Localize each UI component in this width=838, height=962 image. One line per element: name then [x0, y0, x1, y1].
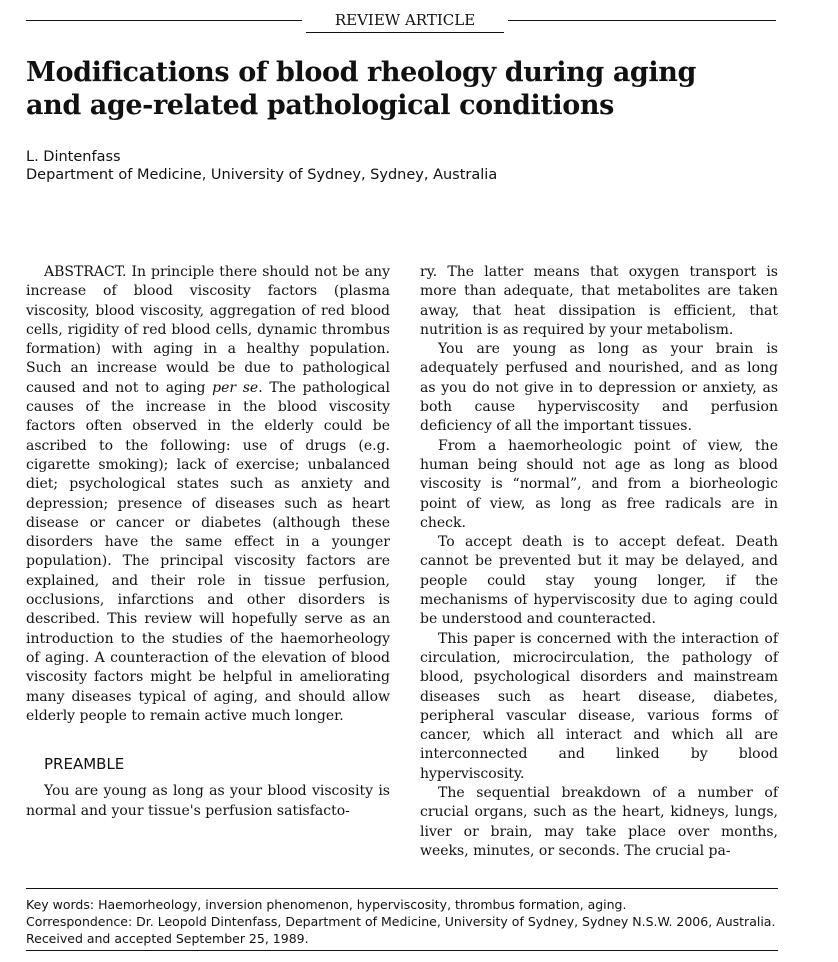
abstract-paragraph [26, 263, 390, 726]
keywords-label: Key words: [26, 897, 95, 912]
title-line-2: and age-related pathological conditions [26, 90, 614, 121]
keywords-text: Haemorheology, inversion phenomenon, hyperviscosity, thrombus formation, aging. [94, 897, 627, 912]
abstract-emphasis: per se [212, 379, 259, 396]
preamble-paragraph-6: The sequential breakdown of a number of crucial organs, such as the heart, kidneys, lungs, liver or brain, may take place over months, weeks, minutes, or seconds. The crucial pa- [420, 785, 778, 859]
preamble-paragraph-1-end: ry. The latter means that oxygen transport is more than adequate, that metabolites are taken away, that heat dissipation is efficient, that nutrition is as required by your metabolism. [420, 264, 778, 338]
preamble-paragraph-3: From a haemorheologic point of view, the human being should not age as long as blood viscosity is “normal”, and from a biorheologic point of view, as long as free radicals are in check. [420, 437, 778, 531]
received-line: Received and accepted September 25, 1989. [26, 931, 309, 946]
footnotes [26, 896, 786, 947]
preamble-paragraph-1-start: You are young as long as your blood viscosity is normal and your tissue's perfusion satisfacto- [26, 783, 390, 819]
correspondence-label: Correspondence: [26, 914, 133, 929]
correspondence-line [26, 913, 786, 930]
header-rule-left [26, 20, 302, 21]
preamble-paragraph-5: This paper is concerned with the interaction of circulation, microcirculation, the pathology of blood, psychological disorders and mainstream diseases such as heart disease, diabetes, peripheral vascular disease, various forms of cancer, which all interact and which all are interconnected and linked by blood hyperviscosity. [420, 630, 778, 782]
section-label: REVIEW ARTICLE [306, 8, 504, 33]
abstract-text-1: In principle there should not be any increase of blood viscosity factors (plasma viscosity, blood viscosity, aggregation of red blood cells, rigidity of red blood cells, dynamic thrombus formation) with aging in a healthy population. Such an increase would be due to pathological caused and not to aging [26, 264, 390, 396]
preamble-heading: PREAMBLE [44, 755, 125, 774]
header-rule-right [508, 20, 776, 21]
abstract-label: ABSTRACT. [44, 264, 127, 280]
footnote-rule-top [26, 888, 778, 889]
preamble-paragraph-4: To accept death is to accept defeat. Death cannot be prevented but it may be delayed, and people could stay young longer, if the mechanisms of hyperviscosity due to aging could be understood and counteracted. [420, 534, 778, 628]
author-name: L. Dintenfass [26, 149, 121, 165]
keywords-line [26, 896, 786, 913]
preamble-paragraph-2: You are young as long as your brain is adequately perfused and nourished, and as long as you do not give in to depression or anxiety, as both cause hyperviscosity and perfusion deficiency of all the important tissues. [420, 341, 778, 435]
footnote-rule-bottom [26, 950, 778, 951]
left-column [26, 263, 390, 821]
abstract-text-2: . The pathological causes of the increase in the blood viscosity factors often observed in the elderly could be ascribed to the following: use of drugs (e.g. cigarette smoking); lack of exercise; unbalanced diet; psychological states such as anxiety and depression; presence of diseases such as heart disease or cancer or diabetes (although these disorders have the same effect in a younger population). The principal viscosity factors are explained, and their role in tissue perfusion, occlusions, infarctions and other disorders is described. This review will hopefully serve as an introduction to the studies of the haemorheology of aging. A counteraction of the elevation of blood viscosity factors might be helpful in ameliorating many diseases typical of aging, and should allow elderly people to remain active much longer. [26, 379, 391, 724]
right-column [420, 263, 778, 861]
article-title [26, 56, 786, 122]
title-line-1: Modifications of blood rheology during aging [26, 57, 696, 88]
correspondence-text: Dr. Leopold Dintenfass, Department of Medicine, University of Sydney, Sydney N.S.W. 2006, Australia. [132, 914, 776, 929]
author-affiliation: Department of Medicine, University of Sydney, Sydney, Australia [26, 167, 498, 183]
